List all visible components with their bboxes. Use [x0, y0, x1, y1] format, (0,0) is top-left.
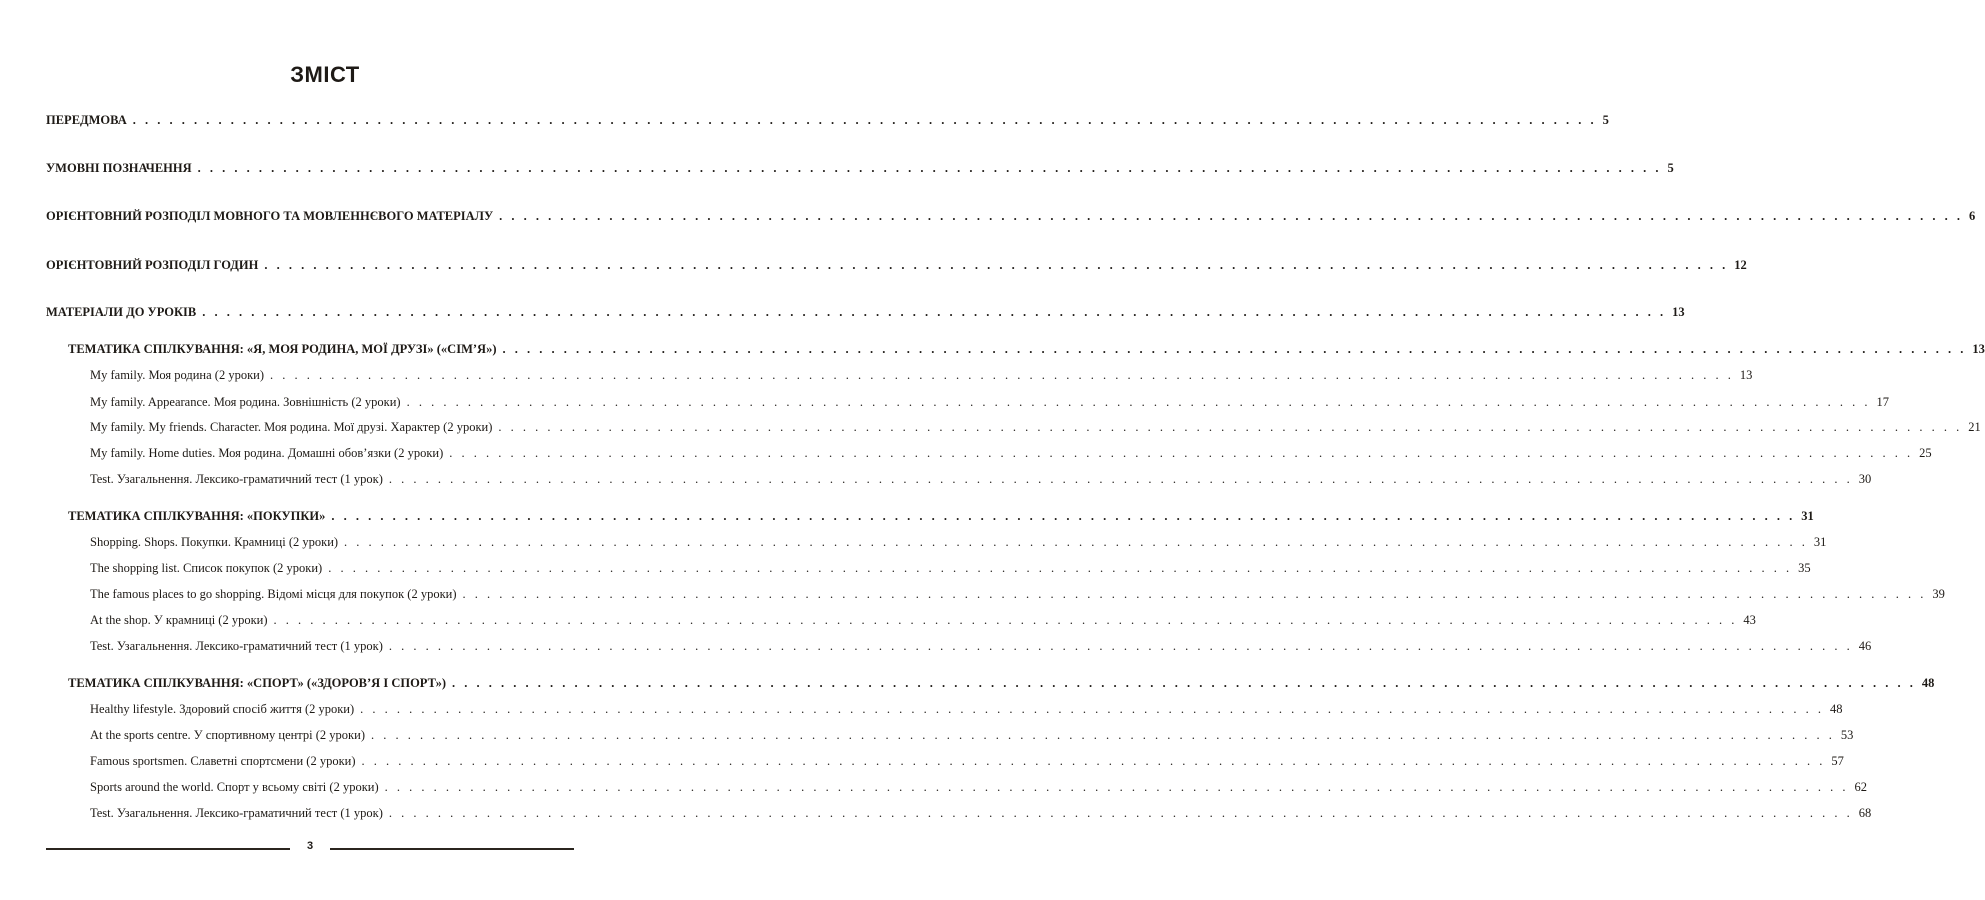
dot-leader: . . . . . . . . . . . . . . . . . . . . . . . . . . . . . . . . . . . . . . . . . . . . . . . . . . . . . . . . . . . . . . . . . . . . . . . . . . . . . . . . . . . . . . . . . . . . . . . . . . . . . . . . . . . . . . . . . . . . . . . . [384, 780, 1849, 794]
toc-entry-page: 48 [1830, 702, 1843, 716]
toc-entry-section [46, 113, 1609, 131]
footer-rule-left [46, 848, 290, 850]
toc-entry-page: 48 [1921, 676, 1935, 690]
toc-entry-lesson [90, 395, 1889, 413]
dot-leader: . . . . . . . . . . . . . . . . . . . . . . . . . . . . . . . . . . . . . . . . . . . . . . . . . . . . . . . . . . . . . . . . . . . . . . . . . . . . . . . . . . . . . . . . . . . . . . . . . . . . . . . . . . . . . . . . . . . . . . . . [388, 806, 1853, 820]
toc-entry-title: Healthy lifestyle. Здоровий спосіб життя (2 уроки) [90, 702, 355, 716]
toc-entry-lesson [90, 780, 1867, 798]
toc-entry-page: 39 [1932, 587, 1945, 601]
toc-entry-page: 30 [1858, 472, 1872, 486]
dot-leader: . . . . . . . . . . . . . . . . . . . . . . . . . . . . . . . . . . . . . . . . . . . . . . . . . . . . . . . . . . . . . . . . . . . . . . . . . . . . . . . . . . . . . . . . . . . . . . . . . . . . . . . . . . . . . . . . . . . . . . . . [462, 587, 1927, 601]
toc-entry-title: ПЕРЕДМОВА [46, 113, 127, 127]
toc-entry-lesson [90, 561, 1811, 579]
toc-entry-lesson [90, 754, 1844, 772]
toc-entry-lesson [90, 472, 1872, 490]
dot-leader: . . . . . . . . . . . . . . . . . . . . . . . . . . . . . . . . . . . . . . . . . . . . . . . . . . . . . . . . . . . . . . . . . . . . . . . . . . . . . . . . . . . . . . . . . . . . . . . . . . . . . . . . . . . . . . . . . . . . . . . . [360, 702, 1825, 716]
toc-entry-page: 53 [1840, 728, 1854, 742]
toc-entry-title: ТЕМАТИКА СПІЛКУВАННЯ: «ПОКУПКИ» [68, 509, 326, 523]
toc-entry-section [46, 209, 1976, 227]
dot-leader: . . . . . . . . . . . . . . . . . . . . . . . . . . . . . . . . . . . . . . . . . . . . . . . . . . . . . . . . . . . . . . . . . . . . . . . . . . . . . . . . . . . . . . . . . . . . . . . . . . . . . . . . . . . . . . . . . . . . . . . . [498, 420, 1963, 434]
dot-leader: . . . . . . . . . . . . . . . . . . . . . . . . . . . . . . . . . . . . . . . . . . . . . . . . . . . . . . . . . . . . . . . . . . . . . . . . . . . . . . . . . . . . . . . . . . . . . . . . . . . . . . . . . . . . . . . . . . . . . . . . [449, 446, 1914, 460]
toc-entry-title: The famous places to go shopping. Відомі місця для покупок (2 уроки) [90, 587, 457, 601]
dot-leader: . . . . . . . . . . . . . . . . . . . . . . . . . . . . . . . . . . . . . . . . . . . . . . . . . . . . . . . . . . . . . . . . . . . . . . . . . . . . . . . . . . . . . . . . . . . . . . . . . . . . . . . . . . . . . . . . . . . . . . . . [370, 728, 1835, 742]
toc-entry-page: 13 [1672, 305, 1685, 319]
toc-entry-lesson [90, 639, 1872, 657]
toc-entry-page: 46 [1858, 639, 1872, 653]
toc-entry-title: Famous sportsmen. Славетні спортсмени (2 уроки) [90, 754, 356, 768]
footer-page-number: 3 [306, 840, 314, 852]
dot-leader: . . . . . . . . . . . . . . . . . . . . . . . . . . . . . . . . . . . . . . . . . . . . . . . . . . . . . . . . . . . . . . . . . . . . . . . . . . . . . . . . . . . . . . . . . . . . . . . . . . . . . . . . . . . . . . . . . . . . . . . . [331, 509, 1796, 523]
dot-leader: . . . . . . . . . . . . . . . . . . . . . . . . . . . . . . . . . . . . . . . . . . . . . . . . . . . . . . . . . . . . . . . . . . . . . . . . . . . . . . . . . . . . . . . . . . . . . . . . . . . . . . . . . . . . . . . . . . . . . . . . [264, 258, 1729, 272]
toc-entry-page: 13 [1739, 368, 1753, 382]
toc-entry-page: 62 [1854, 780, 1867, 794]
toc-entry-lesson [90, 806, 1872, 824]
toc-entry-page: 5 [1602, 113, 1609, 127]
toc-entry-page: 31 [1801, 509, 1814, 523]
toc-entry-lesson [90, 702, 1843, 720]
toc-entry-page: 35 [1798, 561, 1811, 575]
toc-entry-title: Test. Узагальнення. Лексико-граматичний тест (1 урок) [90, 806, 383, 820]
footer-rule-right [330, 848, 574, 850]
toc-entry-title: Test. Узагальнення. Лексико-граматичний тест (1 урок) [90, 639, 383, 653]
dot-leader: . . . . . . . . . . . . . . . . . . . . . . . . . . . . . . . . . . . . . . . . . . . . . . . . . . . . . . . . . . . . . . . . . . . . . . . . . . . . . . . . . . . . . . . . . . . . . . . . . . . . . . . . . . . . . . . . . . . . . . . . [502, 342, 1967, 356]
toc-entry-lesson [90, 613, 1756, 631]
toc-entry-title: УМОВНІ ПОЗНАЧЕННЯ [46, 161, 192, 175]
toc-entry-title: ТЕМАТИКА СПІЛКУВАННЯ: «Я, МОЯ РОДИНА, МОЇ ДРУЗІ» («СІМ’Я») [68, 342, 497, 356]
toc-entry-title: My family. Моя родина (2 уроки) [90, 368, 265, 382]
dot-leader: . . . . . . . . . . . . . . . . . . . . . . . . . . . . . . . . . . . . . . . . . . . . . . . . . . . . . . . . . . . . . . . . . . . . . . . . . . . . . . . . . . . . . . . . . . . . . . . . . . . . . . . . . . . . . . . . . . . . . . . . [452, 676, 1916, 690]
toc-entry-page: 13 [1972, 342, 1985, 356]
dot-leader: . . . . . . . . . . . . . . . . . . . . . . . . . . . . . . . . . . . . . . . . . . . . . . . . . . . . . . . . . . . . . . . . . . . . . . . . . . . . . . . . . . . . . . . . . . . . . . . . . . . . . . . . . . . . . . . . . . . . . . . . [197, 161, 1662, 175]
toc-entry-title: At the shop. У крамниці (2 уроки) [90, 613, 268, 627]
dot-leader: . . . . . . . . . . . . . . . . . . . . . . . . . . . . . . . . . . . . . . . . . . . . . . . . . . . . . . . . . . . . . . . . . . . . . . . . . . . . . . . . . . . . . . . . . . . . . . . . . . . . . . . . . . . . . . . . . . . . . . . . [270, 368, 1734, 382]
toc-entry-page: 17 [1876, 395, 1889, 409]
dot-leader: . . . . . . . . . . . . . . . . . . . . . . . . . . . . . . . . . . . . . . . . . . . . . . . . . . . . . . . . . . . . . . . . . . . . . . . . . . . . . . . . . . . . . . . . . . . . . . . . . . . . . . . . . . . . . . . . . . . . . . . . [361, 754, 1826, 768]
toc-entry-page: 57 [1831, 754, 1844, 768]
toc-entry-topic [68, 676, 1935, 694]
toc-entry-page: 21 [1968, 420, 1981, 434]
toc-entry-title: ОРІЄНТОВНИЙ РОЗПОДІЛ ГОДИН [46, 258, 259, 272]
toc-entry-title: Shopping. Shops. Покупки. Крамниці (2 уроки) [90, 535, 339, 549]
toc-entry-page: 25 [1919, 446, 1932, 460]
toc-entry-title: ОРІЄНТОВНИЙ РОЗПОДІЛ МОВНОГО ТА МОВЛЕННЄВОГО МАТЕРІАЛУ [46, 209, 494, 223]
page-title: ЗМІСТ [290, 62, 360, 87]
toc-entry-topic [68, 509, 1814, 527]
toc-entry-title: My family. Home duties. Моя родина. Домашні обов’язки (2 уроки) [90, 446, 444, 460]
toc-entry-page: 31 [1813, 535, 1827, 549]
toc-entry-title: My family. My friends. Character. Моя родина. Мої друзі. Характер (2 уроки) [90, 420, 493, 434]
toc-entry-title: The shopping list. Список покупок (2 уроки) [90, 561, 323, 575]
toc-entry-section [46, 305, 1685, 323]
toc-entry-lesson [90, 535, 1827, 553]
dot-leader: . . . . . . . . . . . . . . . . . . . . . . . . . . . . . . . . . . . . . . . . . . . . . . . . . . . . . . . . . . . . . . . . . . . . . . . . . . . . . . . . . . . . . . . . . . . . . . . . . . . . . . . . . . . . . . . . . . . . . . . . [202, 305, 1667, 319]
toc-entry-page: 12 [1734, 258, 1747, 272]
toc-entry-page: 68 [1858, 806, 1872, 820]
dot-leader: . . . . . . . . . . . . . . . . . . . . . . . . . . . . . . . . . . . . . . . . . . . . . . . . . . . . . . . . . . . . . . . . . . . . . . . . . . . . . . . . . . . . . . . . . . . . . . . . . . . . . . . . . . . . . . . . . . . . . . . . [132, 113, 1597, 127]
dot-leader: . . . . . . . . . . . . . . . . . . . . . . . . . . . . . . . . . . . . . . . . . . . . . . . . . . . . . . . . . . . . . . . . . . . . . . . . . . . . . . . . . . . . . . . . . . . . . . . . . . . . . . . . . . . . . . . . . . . . . . . . [499, 209, 1964, 223]
toc-entry-topic [68, 342, 1985, 360]
toc-entry-title: Test. Узагальнення. Лексико-граматичний тест (1 урок) [90, 472, 383, 486]
toc-entry-lesson [90, 446, 1932, 464]
dot-leader: . . . . . . . . . . . . . . . . . . . . . . . . . . . . . . . . . . . . . . . . . . . . . . . . . . . . . . . . . . . . . . . . . . . . . . . . . . . . . . . . . . . . . . . . . . . . . . . . . . . . . . . . . . . . . . . . . . . . . . . . [406, 395, 1871, 409]
toc-entry-lesson [90, 368, 1753, 386]
toc-entry-section [46, 161, 1674, 179]
dot-leader: . . . . . . . . . . . . . . . . . . . . . . . . . . . . . . . . . . . . . . . . . . . . . . . . . . . . . . . . . . . . . . . . . . . . . . . . . . . . . . . . . . . . . . . . . . . . . . . . . . . . . . . . . . . . . . . . . . . . . . . . [388, 639, 1853, 653]
toc-entry-title: Sports around the world. Спорт у всьому світі (2 уроки) [90, 780, 379, 794]
toc-entry-lesson [90, 728, 1854, 746]
toc-entry-page: 6 [1969, 209, 1976, 223]
toc-entry-page: 43 [1743, 613, 1756, 627]
dot-leader: . . . . . . . . . . . . . . . . . . . . . . . . . . . . . . . . . . . . . . . . . . . . . . . . . . . . . . . . . . . . . . . . . . . . . . . . . . . . . . . . . . . . . . . . . . . . . . . . . . . . . . . . . . . . . . . . . . . . . . . . [388, 472, 1853, 486]
toc-entry-section [46, 258, 1747, 276]
toc-entry-lesson [90, 587, 1945, 605]
toc-entry-page: 5 [1667, 161, 1674, 175]
dot-leader: . . . . . . . . . . . . . . . . . . . . . . . . . . . . . . . . . . . . . . . . . . . . . . . . . . . . . . . . . . . . . . . . . . . . . . . . . . . . . . . . . . . . . . . . . . . . . . . . . . . . . . . . . . . . . . . . . . . . . . . . [344, 535, 1808, 549]
toc-entry-lesson [90, 420, 1981, 438]
toc-entry-title: МАТЕРІАЛИ ДО УРОКІВ [46, 305, 197, 319]
toc-entry-title: At the sports centre. У спортивному центрі (2 уроки) [90, 728, 365, 742]
dot-leader: . . . . . . . . . . . . . . . . . . . . . . . . . . . . . . . . . . . . . . . . . . . . . . . . . . . . . . . . . . . . . . . . . . . . . . . . . . . . . . . . . . . . . . . . . . . . . . . . . . . . . . . . . . . . . . . . . . . . . . . . [328, 561, 1793, 575]
dot-leader: . . . . . . . . . . . . . . . . . . . . . . . . . . . . . . . . . . . . . . . . . . . . . . . . . . . . . . . . . . . . . . . . . . . . . . . . . . . . . . . . . . . . . . . . . . . . . . . . . . . . . . . . . . . . . . . . . . . . . . . . [273, 613, 1738, 627]
toc-entry-title: ТЕМАТИКА СПІЛКУВАННЯ: «СПОРТ» («ЗДОРОВ’Я І СПОРТ») [68, 676, 447, 690]
toc-entry-title: My family. Appearance. Моя родина. Зовнішність (2 уроки) [90, 395, 401, 409]
